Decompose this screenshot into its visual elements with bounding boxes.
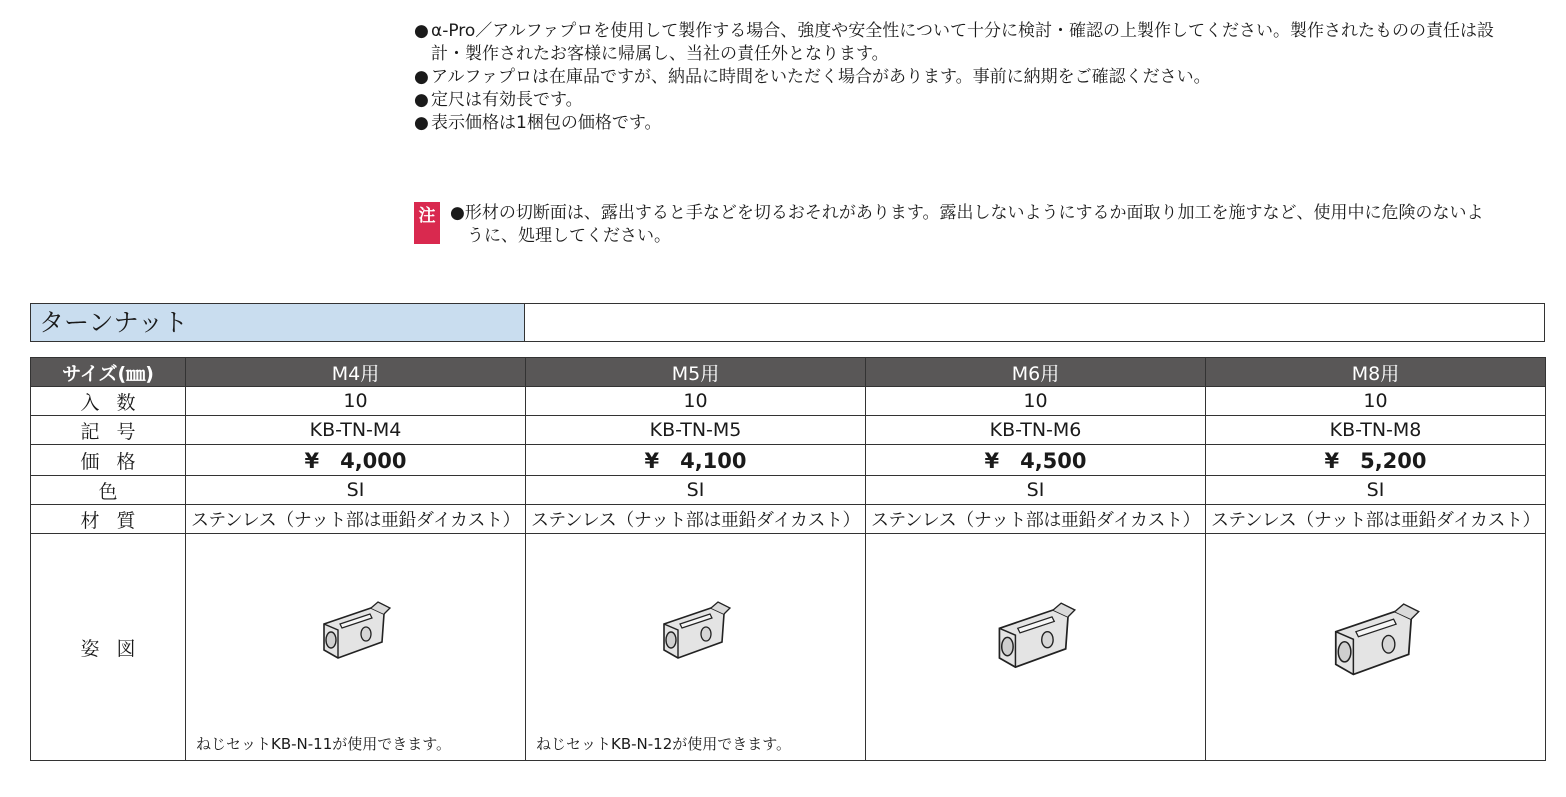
row-label: 入数 [31,387,186,416]
figure-cell [1206,534,1546,761]
header-size-label: サイズ(㎜) [31,358,186,387]
bullet-icon: ● [414,67,429,87]
row-label: 姿図 [31,534,186,761]
warning-block [414,202,1554,248]
price-cell: ¥ 5,200 [1206,445,1546,476]
section-header [30,303,1545,342]
warning-text [450,202,1554,248]
turn-nut-drawing-icon [988,594,1084,674]
figure-note: ねじセットKB-N-11が使用できます。 [196,735,452,753]
turn-nut-drawing-icon [656,594,736,664]
spec-table [30,357,1546,761]
table-cell: SI [186,476,526,505]
section-title: ターンナット [31,304,525,341]
turn-nut-drawing-icon [316,594,396,664]
note-text-continued: 計・製作されたお客様に帰属し、当社の責任外となります。 [431,44,889,64]
table-row [31,505,1546,534]
warning-badge: 注 [414,202,440,244]
table-cell: SI [1206,476,1546,505]
note-item [414,20,1554,43]
note-item [414,112,1554,135]
table-row [31,416,1546,445]
column-header: M6用 [866,358,1206,387]
table-cell: 10 [186,387,526,416]
table-cell: KB-TN-M8 [1206,416,1546,445]
table-cell: KB-TN-M4 [186,416,526,445]
bullet-icon: ● [414,21,429,41]
note-text: α-Pro／アルファプロを使用して製作する場合、強度や安全性について十分に検討・確認の上製作してください。製作されたものの責任は設 [431,21,1494,41]
row-label: 価格 [31,445,186,476]
table-cell: ステンレス（ナット部は亜鉛ダイカスト） [866,505,1206,534]
warning-line: うに、処理してください。 [467,226,671,246]
table-cell: 10 [1206,387,1546,416]
figure-cell [526,534,866,761]
column-header: M5用 [526,358,866,387]
table-cell: ステンレス（ナット部は亜鉛ダイカスト） [186,505,526,534]
price-cell: ¥ 4,000 [186,445,526,476]
bullet-icon: ● [414,113,429,133]
note-text: 定尺は有効長です。 [431,90,583,110]
turn-nut-drawing-icon [1324,594,1428,682]
table-row [31,387,1546,416]
notes-block [414,20,1554,135]
note-item [414,89,1554,112]
table-cell: KB-TN-M5 [526,416,866,445]
note-text: 表示価格は1梱包の価格です。 [431,113,662,133]
table-cell: 10 [526,387,866,416]
table-cell: SI [866,476,1206,505]
bullet-icon: ● [414,90,429,110]
table-cell: SI [526,476,866,505]
column-header: M4用 [186,358,526,387]
price-cell: ¥ 4,100 [526,445,866,476]
section-header-fill [525,304,1544,341]
price-cell: ¥ 4,500 [866,445,1206,476]
figure-cell [866,534,1206,761]
column-header: M8用 [1206,358,1546,387]
figure-cell [186,534,526,761]
table-cell: ステンレス（ナット部は亜鉛ダイカスト） [526,505,866,534]
table-header-row [31,358,1546,387]
figure-note: ねじセットKB-N-12が使用できます。 [536,735,792,753]
table-row [31,476,1546,505]
figure-row [31,534,1546,761]
table-cell: ステンレス（ナット部は亜鉛ダイカスト） [1206,505,1546,534]
table-cell: 10 [866,387,1206,416]
row-label: 記号 [31,416,186,445]
note-item [414,66,1554,89]
note-text: アルファプロは在庫品ですが、納品に時間をいただく場合があります。事前に納期をご確認ください。 [431,67,1211,87]
row-label: 色 [31,476,186,505]
table-row [31,445,1546,476]
table-cell: KB-TN-M6 [866,416,1206,445]
warning-line: ●形材の切断面は、露出すると手などを切るおそれがあります。露出しないようにするか面取り加工を施すなど、使用中に危険のないよ [450,203,1484,223]
row-label: 材質 [31,505,186,534]
